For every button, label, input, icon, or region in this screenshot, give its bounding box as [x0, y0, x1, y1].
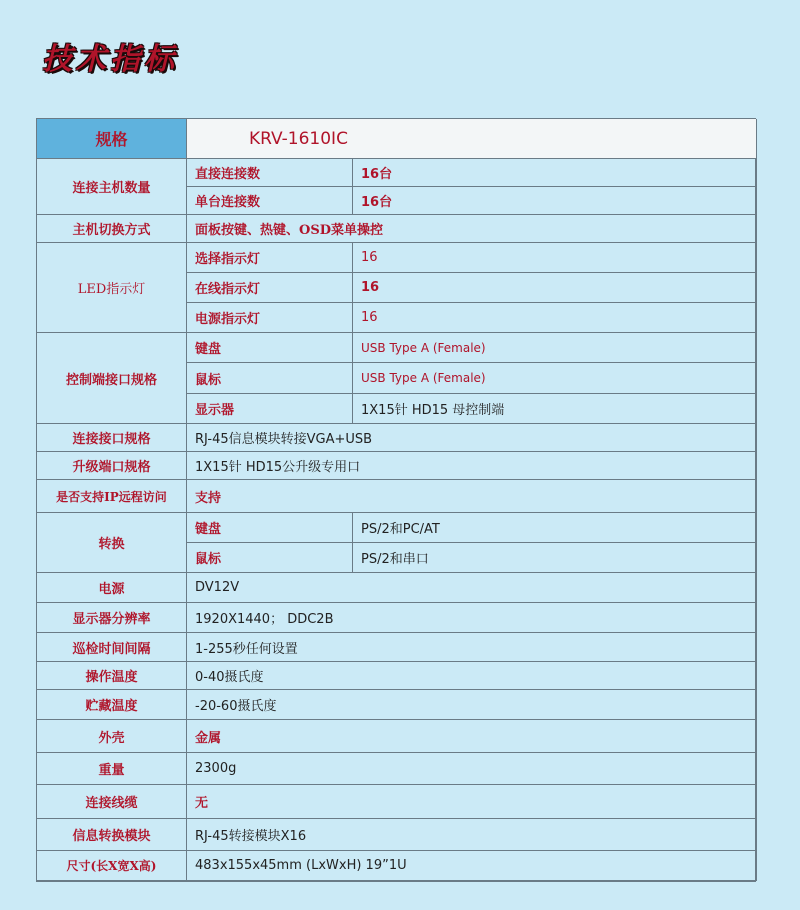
- case-label: 外壳: [37, 720, 187, 753]
- led-label: LED指示灯: [37, 243, 187, 333]
- console-display-value: 1X15针 HD15 母控制端: [353, 394, 757, 424]
- page-title: 技术指标: [42, 42, 178, 77]
- module-label: 信息转换模块: [37, 819, 187, 851]
- module-value: RJ-45转接模块X16: [187, 819, 757, 851]
- led-online-value: 16: [353, 273, 757, 303]
- direct-connect-value: 16台: [353, 159, 757, 187]
- convert-label: 转换: [37, 513, 187, 573]
- scan-interval-value: 1-255秒任何设置: [187, 633, 757, 662]
- console-mouse-value: USB Type A (Female): [353, 363, 757, 394]
- spec-table: [36, 118, 756, 882]
- size-value: 483x155x45mm (LxWxH) 19”1U: [187, 851, 757, 881]
- size-label: 尺寸(长X宽X高): [37, 851, 187, 881]
- connect-port-label: 连接接口规格: [37, 424, 187, 452]
- console-mouse-label: 鼠标: [187, 363, 353, 394]
- convert-mouse-value: PS/2和串口: [353, 543, 757, 573]
- ip-remote-value: 支持: [187, 480, 757, 513]
- storage-temp-value: -20-60摄氏度: [187, 690, 757, 720]
- led-select-value: 16: [353, 243, 757, 273]
- op-temp-label: 操作温度: [37, 662, 187, 690]
- connect-port-value: RJ-45信息模块转接VGA+USB: [187, 424, 757, 452]
- convert-mouse-label: 鼠标: [187, 543, 353, 573]
- upgrade-port-label: 升级端口规格: [37, 452, 187, 480]
- weight-label: 重量: [37, 753, 187, 785]
- convert-keyboard-value: PS/2和PC/AT: [353, 513, 757, 543]
- power-value: DV12V: [187, 573, 757, 603]
- resolution-label: 显示器分辨率: [37, 603, 187, 633]
- power-label: 电源: [37, 573, 187, 603]
- cable-value: 无: [187, 785, 757, 819]
- single-connect-label: 单台连接数: [187, 187, 353, 215]
- weight-value: 2300g: [187, 753, 757, 785]
- single-connect-value: 16台: [353, 187, 757, 215]
- console-keyboard-label: 键盘: [187, 333, 353, 363]
- spec-header-label: 规格: [37, 119, 187, 159]
- switch-mode-label: 主机切换方式: [37, 215, 187, 243]
- led-select-label: 选择指示灯: [187, 243, 353, 273]
- scan-interval-label: 巡检时间间隔: [37, 633, 187, 662]
- model-name: KRV-1610IC: [187, 119, 757, 159]
- storage-temp-label: 贮藏温度: [37, 690, 187, 720]
- switch-mode-value: 面板按键、热键、OSD菜单操控: [187, 215, 757, 243]
- resolution-value: 1920X1440； DDC2B: [187, 603, 757, 633]
- cable-label: 连接线缆: [37, 785, 187, 819]
- upgrade-port-value: 1X15针 HD15公升级专用口: [187, 452, 757, 480]
- convert-keyboard-label: 键盘: [187, 513, 353, 543]
- ip-remote-label: 是否支持IP远程访问: [37, 480, 187, 513]
- console-keyboard-value: USB Type A (Female): [353, 333, 757, 363]
- console-ports-label: 控制端接口规格: [37, 333, 187, 424]
- op-temp-value: 0-40摄氏度: [187, 662, 757, 690]
- host-count-label: 连接主机数量: [37, 159, 187, 215]
- case-value: 金属: [187, 720, 757, 753]
- console-display-label: 显示器: [187, 394, 353, 424]
- led-power-value: 16: [353, 303, 757, 333]
- led-online-label: 在线指示灯: [187, 273, 353, 303]
- direct-connect-label: 直接连接数: [187, 159, 353, 187]
- led-power-label: 电源指示灯: [187, 303, 353, 333]
